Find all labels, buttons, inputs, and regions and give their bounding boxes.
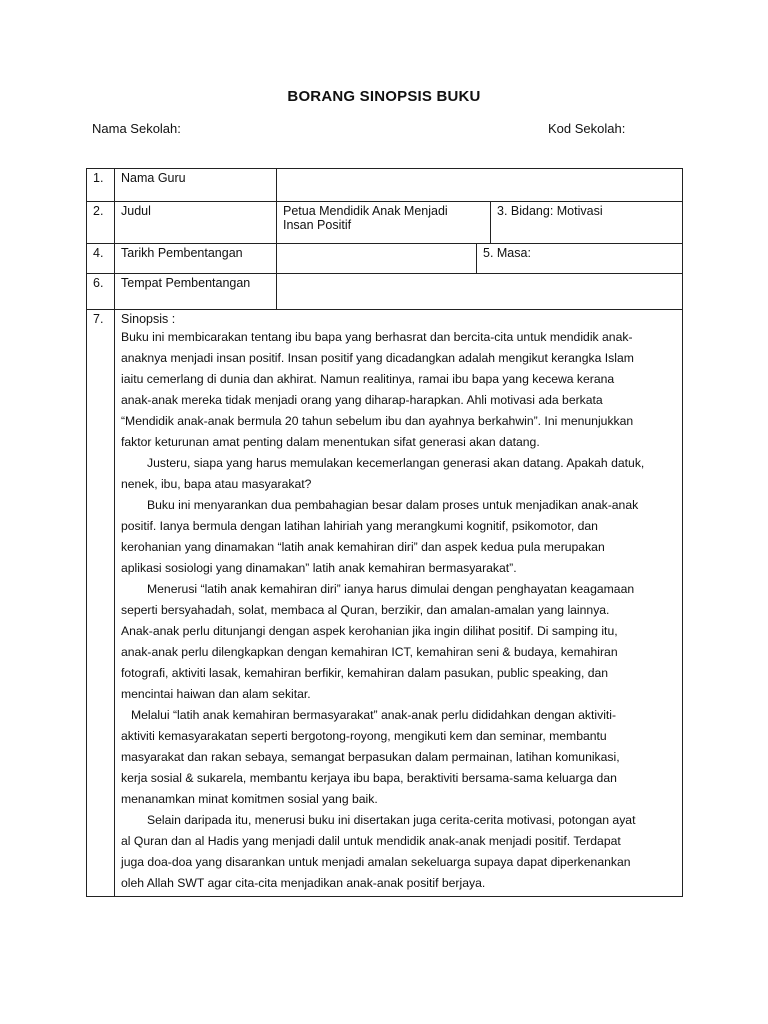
synopsis-label: Sinopsis : bbox=[121, 312, 176, 326]
synopsis-line: seperti bersyahadah, solat, membaca al Quran, berzikir, dan amalan-amalan yang lainnya. bbox=[121, 603, 610, 617]
synopsis-form-table bbox=[86, 168, 683, 897]
field-label-tarikh: Tarikh Pembentangan bbox=[115, 244, 277, 274]
synopsis-line: juga doa-doa yang disarankan untuk menjadi amalan sekeluarga supaya dapat diperkenankan bbox=[121, 855, 631, 869]
form-title: BORANG SINOPSIS BUKU bbox=[287, 88, 481, 105]
synopsis-line: mencintai haiwan dan alam sekitar. bbox=[121, 687, 311, 701]
synopsis-line: faktor keturunan amat penting dalam menentukan sifat generasi akan datang. bbox=[121, 435, 540, 449]
synopsis-line: Anak-anak perlu ditunjangi dengan aspek kerohanian jika ingin dilihat positif. Di samping itu, bbox=[121, 624, 618, 638]
field-masa[interactable]: 5. Masa: bbox=[477, 244, 683, 274]
synopsis-line: Melalui “latih anak kemahiran bermasyarakat” anak-anak perlu dididahkan dengan aktiviti- bbox=[131, 708, 617, 722]
synopsis-line: positif. Ianya bermula dengan latihan lahiriah yang merangkumi kognitif, psikomotor, dan bbox=[121, 519, 598, 533]
synopsis-line: anak-anak mereka tidak menjadi orang yang diharap-harapkan. Ahli motivasi ada berkata bbox=[121, 393, 603, 407]
synopsis-line: anak-anak perlu dilengkapkan dengan kemahiran ICT, kemahiran seni & budaya, kemahiran bbox=[121, 645, 618, 659]
field-label-tempat: Tempat Pembentangan bbox=[115, 274, 277, 310]
synopsis-cell bbox=[115, 310, 683, 897]
row-sinopsis bbox=[87, 310, 683, 897]
synopsis-line: Buku ini membicarakan tentang ibu bapa yang berhasrat dan bercita-cita untuk mendidik anak- bbox=[121, 330, 633, 344]
row-nama-guru bbox=[87, 169, 683, 202]
judul-line-1: Petua Mendidik Anak Menjadi bbox=[283, 204, 448, 218]
synopsis-line: anaknya menjadi insan positif. Insan positif yang dicadangkan adalah mengikut kerangka Islam bbox=[121, 351, 634, 365]
synopsis-line: aplikasi sosiologi yang dinamakan” latih anak kemahiran bermasyarakat”. bbox=[121, 561, 517, 575]
field-value-judul[interactable] bbox=[277, 202, 491, 244]
field-bidang[interactable]: 3. Bidang: Motivasi bbox=[491, 202, 683, 244]
school-name-label: Nama Sekolah: bbox=[92, 121, 181, 136]
synopsis-line: nenek, ibu, bapa atau masyarakat? bbox=[121, 477, 312, 491]
synopsis-line: Justeru, siapa yang harus memulakan kecemerlangan generasi akan datang. Apakah datuk, bbox=[147, 456, 645, 470]
row-number: 6. bbox=[87, 274, 115, 310]
row-judul bbox=[87, 202, 683, 244]
synopsis-line: “Mendidik anak-anak bermula 20 tahun sebelum ibu dan ayahnya berkahwin”. Ini menunjukkan bbox=[121, 414, 634, 428]
field-label-judul: Judul bbox=[115, 202, 277, 244]
synopsis-line: fotografi, aktiviti lasak, kemahiran berfikir, kemahiran dalam pasukan, public speaking, dan bbox=[121, 666, 609, 680]
synopsis-line: aktiviti kemasyarakatan seperti bergotong-royong, mengikuti kem dan seminar, membantu bbox=[121, 729, 607, 743]
school-code-label: Kod Sekolah: bbox=[548, 121, 626, 136]
judul-line-2: Insan Positif bbox=[283, 218, 352, 232]
field-label-nama-guru: Nama Guru bbox=[115, 169, 277, 202]
synopsis-line: Buku ini menyarankan dua pembahagian besar dalam proses untuk menjadikan anak-anak bbox=[147, 498, 639, 512]
field-value-tempat[interactable] bbox=[277, 274, 683, 310]
synopsis-line: Selain daripada itu, menerusi buku ini disertakan juga cerita-cerita motivasi, potongan ayat bbox=[147, 813, 636, 827]
field-value-nama-guru[interactable] bbox=[277, 169, 683, 202]
row-number: 1. bbox=[87, 169, 115, 202]
field-value-tarikh[interactable] bbox=[277, 244, 477, 274]
synopsis-line: kerohanian yang dinamakan “latih anak kemahiran diri” dan aspek kedua pula merupakan bbox=[121, 540, 605, 554]
synopsis-line: al Quran dan al Hadis yang menjadi dalil untuk mendidik anak-anak menjadi positif. Terdapat bbox=[121, 834, 621, 848]
row-number: 7. bbox=[87, 310, 115, 897]
synopsis-line: kerja sosial & sukarela, membantu kerjaya ibu bapa, beraktiviti bersama-sama keluarga dan bbox=[121, 771, 617, 785]
row-number: 2. bbox=[87, 202, 115, 244]
synopsis-line: oleh Allah SWT agar cita-cita menjadikan anak-anak positif berjaya. bbox=[121, 876, 486, 890]
synopsis-line: Menerusi “latih anak kemahiran diri” ianya harus dimulai dengan penghayatan keagamaan bbox=[147, 582, 635, 596]
row-tarikh bbox=[87, 244, 683, 274]
row-tempat bbox=[87, 274, 683, 310]
row-number: 4. bbox=[87, 244, 115, 274]
synopsis-line: menanamkan minat komitmen sosial yang baik. bbox=[121, 792, 378, 806]
synopsis-text bbox=[121, 327, 676, 894]
synopsis-line: masyarakat dan rakan sebaya, semangat berpasukan dalam permainan, latihan komunikasi, bbox=[121, 750, 620, 764]
synopsis-line: iaitu cemerlang di dunia dan akhirat. Namun realitinya, ramai ibu bapa yang kecewa kerana bbox=[121, 372, 615, 386]
